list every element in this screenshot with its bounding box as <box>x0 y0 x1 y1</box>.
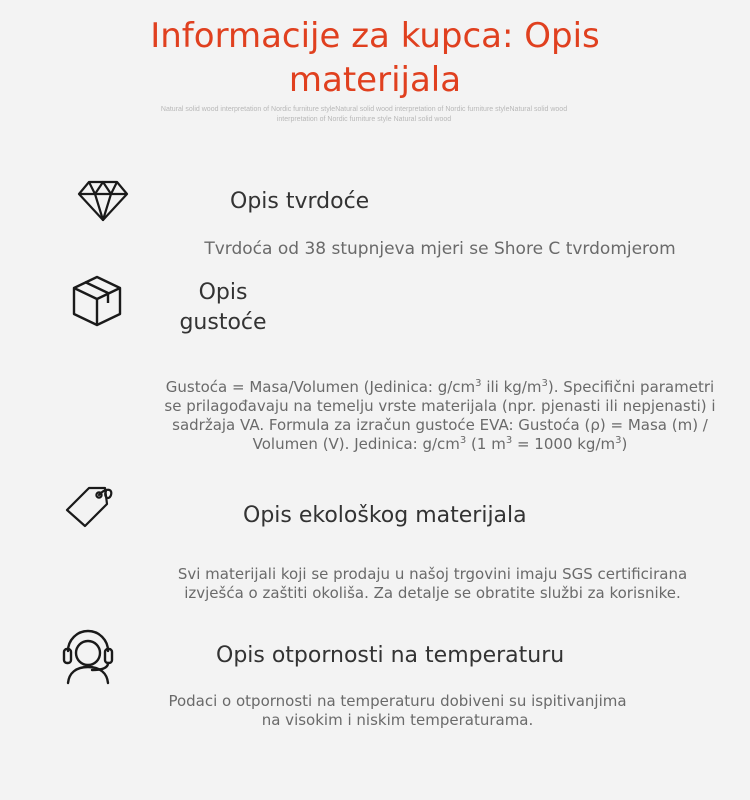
section-heading-density: Opis gustoće <box>179 280 267 335</box>
diamond-icon <box>77 180 129 222</box>
eco-tag-icon <box>65 484 115 530</box>
headset-icon <box>62 629 114 685</box>
section-heading-hardness: Opis tvrdoće <box>230 189 370 214</box>
section-text-temperature: Podaci o otpornosti na temperaturu dobiveni su ispitivanjima na visokim i niskim temperaturama. <box>168 692 627 729</box>
section-text-density: Gustoća = Masa/Volumen (Jedinica: $g/cm^3$ ili $kg/m^3$). Specifični parametri se prilagođavaju na temelju vrste materijala (npr. pjenasti ili nepjenasti) i sadržaja VA. Formula za izračun gustoće EVA: Gustoća (ρ) = Masa (m) / Volumen (V). Jedinica: $g/cm^3$ (1 $m^3 = 1000$ $kg/m^3$) <box>164 378 716 453</box>
page-title: Informacije za kupca: Opis materijala <box>150 16 600 100</box>
section-text-eco: Svi materijali koji se prodaju u našoj trgovini imaju SGS certificirana izvješća o zaštiti okoliša. Za detalje se obratite službi za korisnike. <box>177 565 688 602</box>
box-icon <box>72 275 122 327</box>
section-heading-temperature: Opis otpornosti na temperaturu <box>216 643 565 668</box>
section-text-hardness: Tvrdoća od 38 stupnjeva mjeri se Shore C tvrdomjerom <box>204 239 676 259</box>
section-heading-eco: Opis ekološkog materijala <box>243 503 527 528</box>
page-subtitle: Natural solid wood interpretation of Nordic furniture styleNatural solid wood interpretation of Nordic furniture styleNatural solid wood interpretation of Nordic furniture style Natural solid wood <box>160 106 568 123</box>
